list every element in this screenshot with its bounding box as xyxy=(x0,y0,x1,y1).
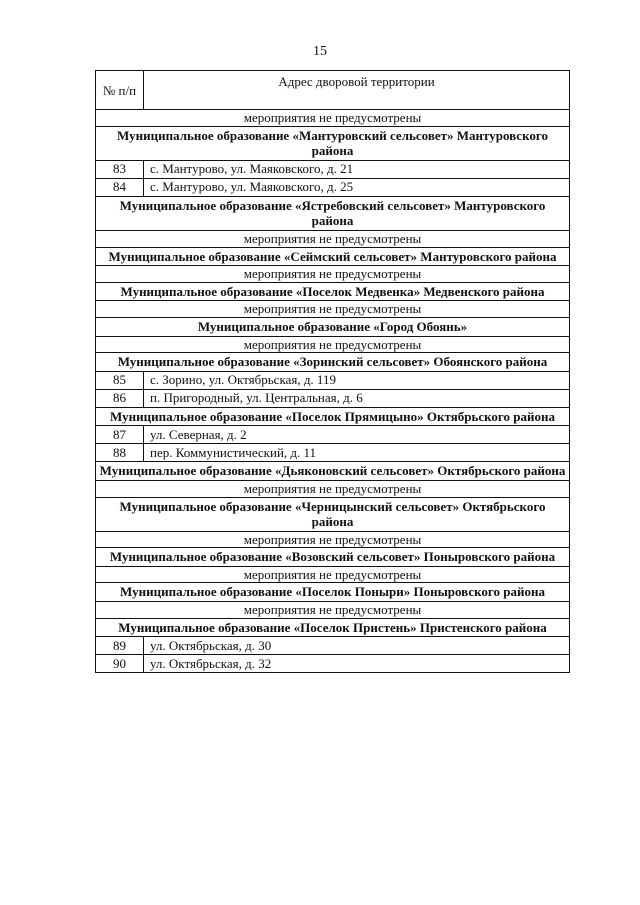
note-row xyxy=(96,531,570,548)
note-row xyxy=(96,480,570,497)
row-number: 89 xyxy=(96,637,144,655)
municipality-title: Муниципальное образование «Ястребовский сельсовет» Мантуровского района xyxy=(96,196,570,230)
table-header-row xyxy=(96,71,570,110)
municipality-header-row xyxy=(96,317,570,336)
row-number: 88 xyxy=(96,444,144,462)
table-row xyxy=(96,160,570,178)
municipality-header-row xyxy=(96,462,570,481)
row-address: с. Мантурово, ул. Маяковского, д. 21 xyxy=(144,160,570,178)
row-address: с. Зорино, ул. Октябрьская, д. 119 xyxy=(144,371,570,389)
table-row xyxy=(96,389,570,407)
no-measures-note: мероприятия не предусмотрены xyxy=(96,602,570,619)
row-address: пер. Коммунистический, д. 11 xyxy=(144,444,570,462)
municipality-title: Муниципальное образование «Сеймский сельсовет» Мантуровского района xyxy=(96,247,570,266)
row-number: 90 xyxy=(96,655,144,673)
column-header-number: № п/п xyxy=(96,71,144,110)
table-row xyxy=(96,178,570,196)
no-measures-note: мероприятия не предусмотрены xyxy=(96,301,570,318)
municipality-title: Муниципальное образование «Дьяконовский сельсовет» Октябрьского района xyxy=(96,462,570,481)
municipality-title: Муниципальное образование «Зоринский сельсовет» Обоянского района xyxy=(96,353,570,372)
row-number: 86 xyxy=(96,389,144,407)
municipality-title: Муниципальное образование «Поселок Медвенка» Медвенского района xyxy=(96,282,570,301)
no-measures-note: мероприятия не предусмотрены xyxy=(96,110,570,127)
row-number: 83 xyxy=(96,160,144,178)
municipality-header-row xyxy=(96,583,570,602)
note-row xyxy=(96,301,570,318)
address-table xyxy=(95,70,570,673)
municipality-header-row xyxy=(96,282,570,301)
table-row xyxy=(96,444,570,462)
municipality-header-row xyxy=(96,247,570,266)
no-measures-note: мероприятия не предусмотрены xyxy=(96,480,570,497)
municipality-title: Муниципальное образование «Поселок Пристень» Пристенского района xyxy=(96,618,570,637)
municipality-header-row xyxy=(96,497,570,531)
row-address: ул. Северная, д. 2 xyxy=(144,426,570,444)
row-number: 84 xyxy=(96,178,144,196)
row-address: ул. Октябрьская, д. 30 xyxy=(144,637,570,655)
municipality-header-row xyxy=(96,407,570,426)
municipality-title: Муниципальное образование «Город Обоянь» xyxy=(96,317,570,336)
row-address: ул. Октябрьская, д. 32 xyxy=(144,655,570,673)
municipality-title: Муниципальное образование «Мантуровский сельсовет» Мантуровского района xyxy=(96,126,570,160)
note-row xyxy=(96,266,570,283)
table-row xyxy=(96,637,570,655)
note-row xyxy=(96,230,570,247)
note-row xyxy=(96,336,570,353)
page-number: 15 xyxy=(313,44,327,59)
no-measures-note: мероприятия не предусмотрены xyxy=(96,531,570,548)
table-row xyxy=(96,426,570,444)
no-measures-note: мероприятия не предусмотрены xyxy=(96,336,570,353)
municipality-header-row xyxy=(96,548,570,567)
note-row xyxy=(96,110,570,127)
municipality-header-row xyxy=(96,618,570,637)
municipality-header-row xyxy=(96,126,570,160)
municipality-header-row xyxy=(96,353,570,372)
no-measures-note: мероприятия не предусмотрены xyxy=(96,266,570,283)
table-row xyxy=(96,655,570,673)
municipality-title: Муниципальное образование «Поселок Поныри» Поныровского района xyxy=(96,583,570,602)
column-header-address: Адрес дворовой территории xyxy=(144,71,570,110)
note-row xyxy=(96,566,570,583)
municipality-title: Муниципальное образование «Черницынский сельсовет» Октябрьского района xyxy=(96,497,570,531)
table-body xyxy=(96,110,570,673)
no-measures-note: мероприятия не предусмотрены xyxy=(96,566,570,583)
row-address: п. Пригородный, ул. Центральная, д. 6 xyxy=(144,389,570,407)
no-measures-note: мероприятия не предусмотрены xyxy=(96,230,570,247)
row-number: 87 xyxy=(96,426,144,444)
municipality-title: Муниципальное образование «Поселок Прямицыно» Октябрьского района xyxy=(96,407,570,426)
municipality-title: Муниципальное образование «Возовский сельсовет» Поныровского района xyxy=(96,548,570,567)
table-row xyxy=(96,371,570,389)
note-row xyxy=(96,602,570,619)
row-address: с. Мантурово, ул. Маяковского, д. 25 xyxy=(144,178,570,196)
row-number: 85 xyxy=(96,371,144,389)
municipality-header-row xyxy=(96,196,570,230)
